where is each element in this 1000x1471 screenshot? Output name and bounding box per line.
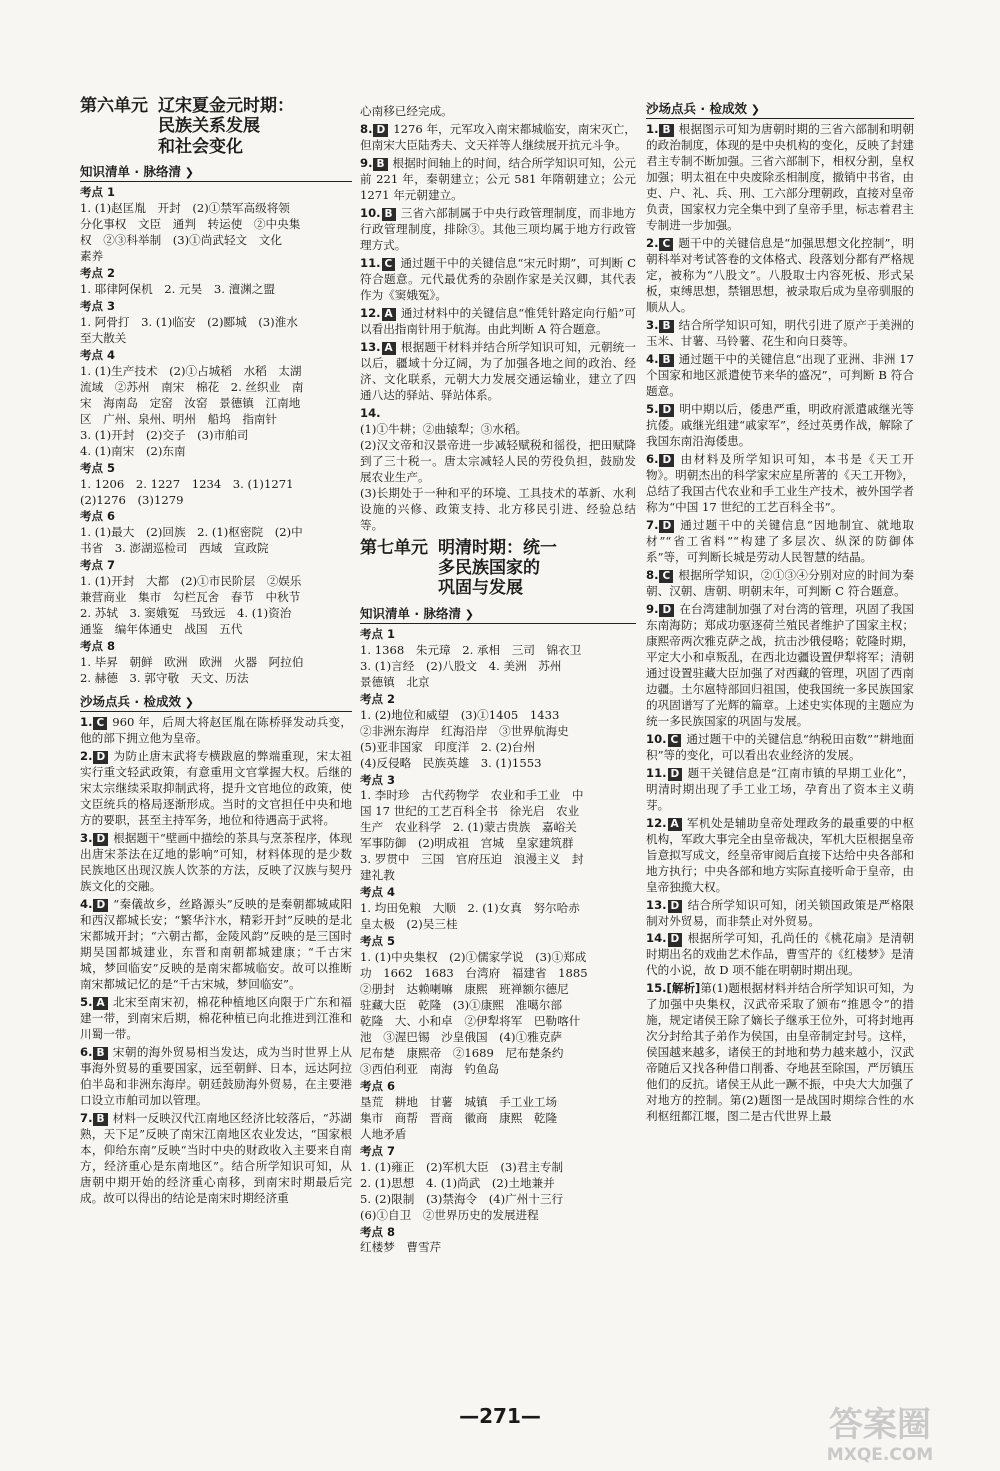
- answer-explanation: 通过题干中的关键信息“宋元时期”，可判断 C 符合题意。元代最优秀的杂剧作家是关汉卿，其代表作为《窦娥冤》。: [360, 255, 636, 302]
- knowledge-point-line: (6)①自卫 ②世界历史的发展进程: [360, 1207, 539, 1222]
- answer-option-badge: B: [373, 158, 387, 171]
- answer-item: [80, 897, 352, 993]
- answer-item: [360, 340, 636, 404]
- knowledge-point-line: 至大散关: [80, 330, 127, 345]
- answer-item: [646, 732, 914, 764]
- knowledge-point-label: 考点 4: [360, 885, 396, 900]
- answer-explanation: 结合所学知识可知，闭关锁国政策是严格限制对外贸易，而非禁止对外贸易。: [646, 897, 914, 928]
- knowledge-point-line: 1. (1)雍正 (2)军机大臣 (3)君主专制: [360, 1159, 564, 1174]
- knowledge-point-line: 1. 李时珍 古代药物学 农业和手工业 中: [360, 788, 584, 803]
- answer-explanation: 根据所学知识，②①③④分别对应的时间为秦朝、汉朝、唐朝、明朝末年，可判断 C 符合题意。: [646, 567, 914, 598]
- answer-option-badge: C: [659, 238, 673, 251]
- knowledge-point-line: 尼布楚 康熙帝 ②1689 尼布楚条约: [360, 1045, 564, 1060]
- answer-number: 13.: [646, 897, 667, 912]
- answer-explanation: 题干中的关键信息是“加强思想文化控制”，明朝科举对考试答卷的文体格式、段落划分都有严格规定，被称为“八股文”。八股取士内容死板、形式呆板，束缚思想，禁锢思想，被录取后成为皇帝驯服的顺从人。: [646, 236, 914, 315]
- answer-explanation: 为防止唐末武将专横跋扈的弊端重现，宋太祖实行重文轻武政策，有意重用文官掌握大权。后继的宋太宗继续采取抑制武将，提升文官地位的政策，使文臣统兵的格局逐渐形成。当时的文官担任中央和地方的要职，甚至主持军务，地位和待遇高于武将。: [80, 749, 352, 828]
- unit-number: 第七单元: [360, 537, 428, 558]
- knowledge-point-line: 乾隆 大、小和卓 ②伊犁将军 巴勒喀什: [360, 1014, 581, 1029]
- answer-number: 8.: [360, 121, 373, 136]
- answer-number: 3.: [80, 831, 93, 846]
- answer-list: [646, 122, 914, 979]
- answer-number: 6.: [80, 1044, 93, 1059]
- answer-option-badge: D: [668, 900, 683, 913]
- answer-option-badge: D: [668, 768, 683, 781]
- knowledge-point-line: 皇太极 (2)吴三桂: [360, 917, 458, 932]
- answer-number: 4.: [646, 352, 659, 367]
- knowledge-point-line: ②册封 达赖喇嘛 康熙 班禅额尔德尼: [360, 982, 569, 997]
- answer-option-badge: B: [93, 1113, 107, 1126]
- answer-number: 11.: [646, 765, 667, 780]
- knowledge-point-line: 3. (1)言经 (2)八股文 4. 美洲 苏州: [360, 658, 562, 673]
- answer-explanation: 根据题干材料并结合所学知识可知，元朝统一以后，疆域十分辽阔，为了加强各地之间的政治、经济、文化联系，元朝大力发展交通运输业，建立了四通八达的驿站、驿站体系。: [360, 339, 636, 402]
- knowledge-point-line: 1. 1368 朱元璋 2. 承相 三司 锦衣卫: [360, 642, 582, 657]
- answer-option-badge: B: [659, 354, 673, 367]
- knowledge-point-label: 考点 5: [80, 460, 116, 475]
- answer-explanation: 根据图示可知为唐朝时期的三省六部制和明朝的政治制度，体现的是中央机构的变化，反映了封建君主专制不断加强。三省六部制下，相权分割，皇权加强；明太祖在中央废除丞相制度，撤销中书省，由吏、户、礼、兵、刑、工六部分理朝政，直接对皇帝负责，国家权力完全集中到了皇帝手里，标志着君主专制进一步加强。: [646, 122, 914, 233]
- column-left: [80, 96, 352, 1209]
- knowledge-point-line: (2)1276 (3)1279: [80, 492, 184, 507]
- knowledge-point-line: 1. 1206 2. 1227 1234 3. (1)1271: [80, 476, 294, 491]
- answer-item: [646, 236, 914, 316]
- watermark-top: 答案圈: [829, 1405, 931, 1445]
- answer-option-badge: A: [382, 342, 396, 355]
- answer-number: 11.: [360, 255, 381, 270]
- answer-item: [646, 898, 914, 930]
- knowledge-point-line: 权 ②③科举制 (3)①尚武轻文 文化: [80, 233, 282, 248]
- answer-item: [646, 816, 914, 896]
- answer-explanation: 通过题干中的关键信息“出现了亚洲、非洲 17 个国家和地区派遣使节来华的盛况”，可判断 B 符合题意。: [646, 352, 914, 398]
- answer-option-badge: B: [659, 320, 673, 333]
- answer-option-badge: C: [382, 258, 396, 271]
- answer-continuation: 心南移已经完成。: [360, 104, 453, 118]
- answer-number: 4.: [80, 897, 93, 912]
- knowledge-point-line: 3. 罗贯中 三国 官府压迫 浪漫主义 封: [360, 852, 584, 867]
- knowledge-point-label: 考点 6: [80, 509, 116, 524]
- knowledge-point-label: 考点 2: [360, 691, 396, 706]
- answer-item: [646, 452, 914, 516]
- knowledge-point-line: 2. 赫德 3. 郭守敬 天文、历法: [80, 670, 249, 685]
- knowledge-point-line: 分化事权 文臣 通判 转运使 ②中央集: [80, 217, 301, 232]
- knowledge-point-line: 1. (1)最大 (2)回族 2. (1)枢密院 (2)中: [80, 525, 303, 540]
- answer-number: 2.: [80, 749, 93, 764]
- section-heading-knowledge: 知识清单 · 脉络清 ❯: [360, 605, 636, 624]
- answer-list: [80, 715, 352, 1207]
- knowledge-point-line: 5. (2)限制 (3)禁海令 (4)广州十三行: [360, 1191, 564, 1206]
- section-heading-practice: 沙场点兵 · 检成效 ❯: [646, 100, 914, 119]
- answer-option-badge: D: [659, 520, 674, 533]
- knowledge-point-line: ③西伯利亚 南海 钓鱼岛: [360, 1061, 500, 1076]
- answer-number: 13.: [360, 339, 381, 354]
- answer-item: [360, 156, 636, 204]
- answer-number: 10.: [360, 205, 381, 220]
- answer-item: [646, 518, 914, 566]
- answer-item: [646, 602, 914, 730]
- answer-number: 2.: [646, 236, 659, 251]
- answer-item: [646, 766, 914, 814]
- knowledge-point-line: 流域 ②苏州 南宋 棉花 2. 丝织业 南: [80, 379, 304, 394]
- knowledge-point-label: 考点 8: [80, 639, 116, 654]
- knowledge-point-label: 考点 3: [80, 299, 116, 314]
- answer-explanation: 根据题干“壁画中描绘的茶具与烹茶程序，体现出唐宋茶法在辽地的影响”可知，材料体现的是少数民族地区出现汉族人饮茶的方法，反映了汉族与契丹族文化的交融。: [80, 831, 352, 894]
- answer-item: [646, 931, 914, 979]
- unit-number: 第六单元: [80, 96, 148, 116]
- knowledge-points: [360, 627, 636, 1256]
- answer-explanation: 通过题干中的关键信息“纳税田亩数”“耕地面积”等的变化，可以看出农业经济的发展。: [646, 731, 914, 762]
- answer-item: [80, 831, 352, 895]
- knowledge-point-line: 红楼梦 曹雪芹: [360, 1240, 442, 1255]
- knowledge-point-line: 区 广州、泉州、明州 船坞 指南针: [80, 411, 278, 426]
- answer-item: [646, 568, 914, 600]
- answer-explanation: 根据所学可知，孔尚任的《桃花扇》是清朝时期出名的戏曲艺术作品，曹雪芹的《红楼梦》是清代的小说，故 D 项不能在明朝时期出现。: [646, 931, 914, 978]
- answer-explanation: “秦儀故乡，丝路源头”反映的是秦朝都城咸阳和西汉都城长安；“繁华汴水，精彩开封”反映的是北宋都城开封；“六朝古都，金陵风韵”反映的是三国时期吴国都城建业，东晋和南朝都城建康；“千古宋城，梦回临安”反映的是南宋都城临安。故可以推断南宋都城记忆的是“千古宋城，梦回临安”。: [80, 897, 352, 991]
- knowledge-point-line: 宋 海南岛 定窑 汝窑 景德镇 江南地: [80, 395, 301, 410]
- answer-option-badge: C: [668, 734, 682, 747]
- answer-number: 1.: [80, 715, 93, 730]
- answer-option-badge: D: [93, 751, 108, 764]
- answer-item: [80, 749, 352, 829]
- answer-explanation: 宋朝的海外贸易相当发达，成为当时世界上从事海外贸易的重要国家，远至朝鲜、日本，远达阿拉伯半岛和非洲东海岸。朝廷鼓励海外贸易，在主要港口设立市舶司加以管理。: [80, 1044, 352, 1107]
- knowledge-point-label: 考点 1: [360, 627, 396, 642]
- answer-number: 14.: [646, 931, 667, 946]
- answer-explanation: 根据时间轴上的时间，结合所学知识可知，公元前 221 年，秦朝建立；公元 581 年隋朝建立；公元 1271 年元朝建立。: [360, 155, 636, 202]
- knowledge-point-line: 集市 商帮 晋商 徽商 康熙 乾隆: [360, 1110, 558, 1125]
- answer-item: [360, 256, 636, 304]
- knowledge-point-line: 兼营商业 集市 勾栏瓦舍 春节 中秋节: [80, 590, 301, 605]
- answer-option-badge: D: [659, 454, 674, 467]
- answer-number: 7.: [646, 517, 659, 532]
- knowledge-point-line: 1. (2)地位和威望 (3)①1405 1433: [360, 707, 560, 722]
- page-number: —271—: [459, 1404, 541, 1428]
- answer-item: [646, 122, 914, 234]
- unit-seven-title: [360, 538, 636, 599]
- knowledge-point-line: 1. 阿骨打 3. (1)临安 (2)郾城 (3)淮水: [80, 314, 298, 329]
- answer-item: [80, 1111, 352, 1207]
- unit-subtitle: 明清时期：统一 多民族国家的 巩固与发展: [438, 537, 557, 599]
- knowledge-point-line: 2. 苏轼 3. 窦娥冤 马致远 4. (1)资治: [80, 606, 292, 621]
- answer-option-badge: D: [668, 933, 683, 946]
- knowledge-point-line: 1. (1)赵匡胤 开封 (2)①禁军高级将领: [80, 201, 290, 216]
- knowledge-point-line: 1. 均田免粮 大顺 2. (1)女真 努尔哈赤: [360, 901, 580, 916]
- answer-item: [646, 318, 914, 350]
- knowledge-point-line: 池 ③渥巴锡 沙皇俄国 (4)①雅克萨: [360, 1030, 562, 1044]
- answer-number: 10.: [646, 731, 667, 746]
- knowledge-point-label: 考点 5: [360, 934, 396, 949]
- answer-explanation: 材料一反映汉代江南地区经济比较落后，“苏湖熟，天下足”反映了南宋江南地区农业发达，“国家根本，仰给东南”反映“当时中央的财政收入主要来自南方，经济重心是东南地区”。结合所学知识可知，从唐朝中期开始的经济重心南移，到南宋时期最后完成。故可以得出的结论是南宋时期经济重: [80, 1110, 352, 1205]
- knowledge-point-line: 功 1662 1683 台湾府 福建省 1885: [360, 966, 588, 981]
- answer-item: [80, 995, 352, 1043]
- knowledge-point-label: 考点 7: [360, 1143, 396, 1158]
- answer-option-badge: C: [93, 717, 107, 730]
- answer-item: [80, 1045, 352, 1109]
- answer-number: 1.: [646, 122, 659, 137]
- answer-explanation: 题干关键信息是“江南市镇的早期工业化”，明清时期出现了手工业工场，孕育出了资本主义萌芽。: [646, 765, 914, 812]
- answer-number: 3.: [646, 318, 659, 333]
- knowledge-point-label: 考点 8: [360, 1224, 396, 1239]
- answer-number: 12.: [646, 815, 667, 830]
- knowledge-point-label: 考点 7: [80, 558, 116, 573]
- knowledge-point-line: 军事防御 (2)明成祖 宫城 皇家建筑群: [360, 836, 574, 851]
- answer-explanation: 由材料及所学知识可知，本书是《天工开物》。明朝杰出的科学家宋应星所著的《天工开物》，总结了我国古代农业和手工业生产技术，被外国学者称为“中国 17 世纪的工艺百科全书”。: [646, 451, 914, 514]
- answer-option-badge: A: [93, 997, 107, 1010]
- answer-item: [646, 352, 914, 400]
- knowledge-point-line: 生产 农业科学 2. (1)蒙古贵族 嘉峪关: [360, 820, 577, 835]
- knowledge-point-line: (4)反侵略 民族英雄 3. (1)1553: [360, 755, 542, 770]
- answer-explanation: 通过材料中的关键信息“惟凭针路定向行船”可以看出指南针用于航海。由此判断 A 符合题意。: [360, 305, 636, 336]
- knowledge-point-label: 考点 1: [80, 185, 116, 200]
- knowledge-point-line: ②非洲东海岸 红海沿岸 ③世界航海史: [360, 723, 569, 738]
- knowledge-point-line: 3. (1)开封 (2)交子 (3)市舶司: [80, 427, 249, 442]
- answer-option-badge: D: [373, 124, 388, 137]
- answer-number: 6.: [646, 451, 659, 466]
- answer-explanation: 结合所学知识可知，明代引进了原产于美洲的玉米、甘薯、马铃薯、花生和向日葵等。: [646, 318, 914, 349]
- column-middle: [360, 104, 636, 1256]
- answer-option-badge: D: [93, 899, 108, 912]
- knowledge-point-line: 书省 3. 澎湖巡检司 西域 宣政院: [80, 541, 269, 556]
- answer-explanation: 三省六部制属于中央行政管理制度，而非地方行政管理制度，排除③。其他三项均属于地方行政管理方式。: [360, 205, 636, 252]
- knowledge-point-line: 1. (1)生产技术 (2)①占城稻 水稻 太湖: [80, 363, 302, 378]
- knowledge-point-label: 考点 2: [80, 266, 116, 281]
- answer-option-badge: D: [659, 404, 674, 417]
- answer-list: [360, 122, 636, 404]
- answer-item: 15.[解析]第(1)题根据材料并结合所学知识可知，为了加强中央集权，汉武帝采取了颁布“推恩令”的措施，规定诸侯王除了嫡长子继承王位外，可将封地再次分封给其子弟作为侯国，由皇帝制定封号。这样，侯国越来越多，诸侯王的封地和势力越来越小，汉武帝随后又找各种借口削番、夺地甚至除国，严厉镇压他们的反抗。诸侯王从此一蹶不振，中央大大加强了对地方的控制。第(2)题图一是战国时期综合性的水利枢纽都江堰，图二是古代世界上最: [646, 981, 914, 1124]
- knowledge-point-line: 1. 耶律阿保机 2. 元昊 3. 澶渊之盟: [80, 282, 275, 297]
- answer-explanation: 明中期以后，倭患严重，明政府派遣戚继光等抗倭。戚继光组建“戚家军”，经过英勇作战，解除了我国东南沿海倭患。: [646, 401, 914, 448]
- column-right: [646, 100, 914, 1127]
- answer-item: [80, 715, 352, 747]
- answer-option-badge: D: [93, 833, 108, 846]
- knowledge-point-line: 2. (1)思想 4. (1)尚武 (2)土地兼并: [360, 1175, 555, 1190]
- answer-number: 8.: [646, 567, 659, 582]
- answer-explanation: 通过题干中的关键信息“因地制宜、就地取材”“省工省料”“构建了多层次、纵深的防御体系”等，可判断长城是劳动人民智慧的结晶。: [646, 517, 914, 564]
- answer-explanation: 1276 年，元军攻入南宋都城临安，南宋灭亡，但南宋大臣陆秀夫、文天祥等人继续展开抗元斗争。: [360, 121, 636, 152]
- knowledge-point-line: 1. (1)中央集权 (2)①儒家学说 (3)①郑成: [360, 950, 587, 965]
- answer-explanation: 在台湾建制加强了对台湾的管理，巩固了我国东南海防；郑成功驱逐荷兰殖民者维护了国家主权；康熙帝两次雅克萨之战，抗击沙俄侵略；乾隆时期，平定大小和卓叛乱，在西北边疆设置伊犁将军；清朝通过设置驻藏大臣加强了对西藏的管理，巩固了西南边疆。土尔扈特部回归祖国，使我国统一多民族国家的巩固谱写了光辉的篇章。上述史实体现的主题应为统一多民族国家的巩固与发展。: [646, 601, 914, 728]
- answer-number: 7.: [80, 1110, 93, 1125]
- answer-explanation: 北宋至南宋初，棉花种植地区向限于广东和福建一带，到南宋后期，棉花种植已向北推进到江淮和川蜀一带。: [80, 994, 352, 1041]
- knowledge-point-line: 垦荒 耕地 甘薯 城镇 手工业工场: [360, 1094, 558, 1109]
- answer-item: [360, 122, 636, 154]
- knowledge-point-line: 素养: [80, 249, 104, 264]
- knowledge-points: [80, 185, 352, 687]
- knowledge-point-line: (5)亚非国家 印度洋 2. (2)台州: [360, 739, 536, 754]
- knowledge-point-line: 1. 毕昇 朝鲜 欧洲 欧洲 火器 阿拉伯: [80, 654, 304, 669]
- knowledge-point-line: 4. (1)南宋 (2)东南: [80, 443, 186, 458]
- answer-option-badge: B: [382, 208, 396, 221]
- knowledge-point-line: 建礼教: [360, 868, 395, 883]
- section-heading-practice: 沙场点兵 · 检成效 ❯: [80, 693, 352, 712]
- answer-number: 12.: [360, 305, 381, 320]
- answer-option-badge: B: [659, 124, 673, 137]
- knowledge-point-label: 考点 3: [360, 772, 396, 787]
- knowledge-point-label: 考点 6: [360, 1078, 396, 1093]
- answer-number: 9.: [360, 155, 373, 170]
- unit-subtitle: 辽宋夏金元时期： 民族关系发展 和社会变化: [158, 96, 294, 157]
- answer-option-badge: D: [659, 604, 674, 617]
- knowledge-point-line: 国 17 世纪的工艺百科全书 徐光启 农业: [360, 804, 580, 819]
- answer-explanation: 960 年，后周大将赵匡胤在陈桥驿发动兵变，他的部下拥立他为皇帝。: [80, 715, 352, 746]
- answer-number: 5.: [646, 401, 659, 416]
- answer-explanation: 军机处是辅助皇帝处理政务的最重要的中枢机构，军政大事完全由皇帝裁决，军机大臣根据皇帝旨意拟写成文，经皇帝审阅后直接下达给中央各部和地方执行；中央各部和地方实际直接听命于皇帝，由皇帝独揽大权。: [646, 815, 914, 894]
- knowledge-point-line: 驻藏大臣 乾隆 (3)①康熙 准噶尔部: [360, 998, 562, 1013]
- answer-number: 9.: [646, 601, 659, 616]
- section-heading-knowledge: 知识清单 · 脉络清 ❯: [80, 163, 352, 182]
- watermark-bottom: MXQE.COM: [826, 1445, 934, 1464]
- unit-six-title: [80, 96, 352, 157]
- answer-item: [360, 306, 636, 338]
- knowledge-point-line: 通鉴 编年体通史 战国 五代: [80, 622, 243, 637]
- knowledge-point-label: 考点 4: [80, 347, 116, 362]
- answer-option-badge: A: [382, 308, 396, 321]
- answer-item: [360, 206, 636, 254]
- watermark-logo: [780, 1398, 980, 1464]
- answer-item: [646, 402, 914, 450]
- answer-option-badge: B: [93, 1047, 107, 1060]
- answer-number: 5.: [80, 994, 93, 1009]
- answer-option-badge: A: [668, 818, 682, 831]
- knowledge-point-line: 人地矛盾: [360, 1126, 407, 1141]
- answer-option-badge: C: [659, 570, 673, 583]
- answer-item: 14. (1)①牛耕；②曲辕犁；③水稻。 (2)汉文帝和汉景帝进一步减轻赋税和徭役，把田赋降到了三十税一。唐太宗减轻人民的劳役负担，鼓励发展农业生产。 (3)长期处于一种和平的环境、工具技术的革新、水利设施的兴修、政策支持、北方移民引进、经验总结等。: [360, 405, 636, 532]
- knowledge-point-line: 景德镇 北京: [360, 674, 430, 689]
- knowledge-point-line: 1. (1)开封 大都 (2)①市民阶层 ②娱乐: [80, 574, 302, 589]
